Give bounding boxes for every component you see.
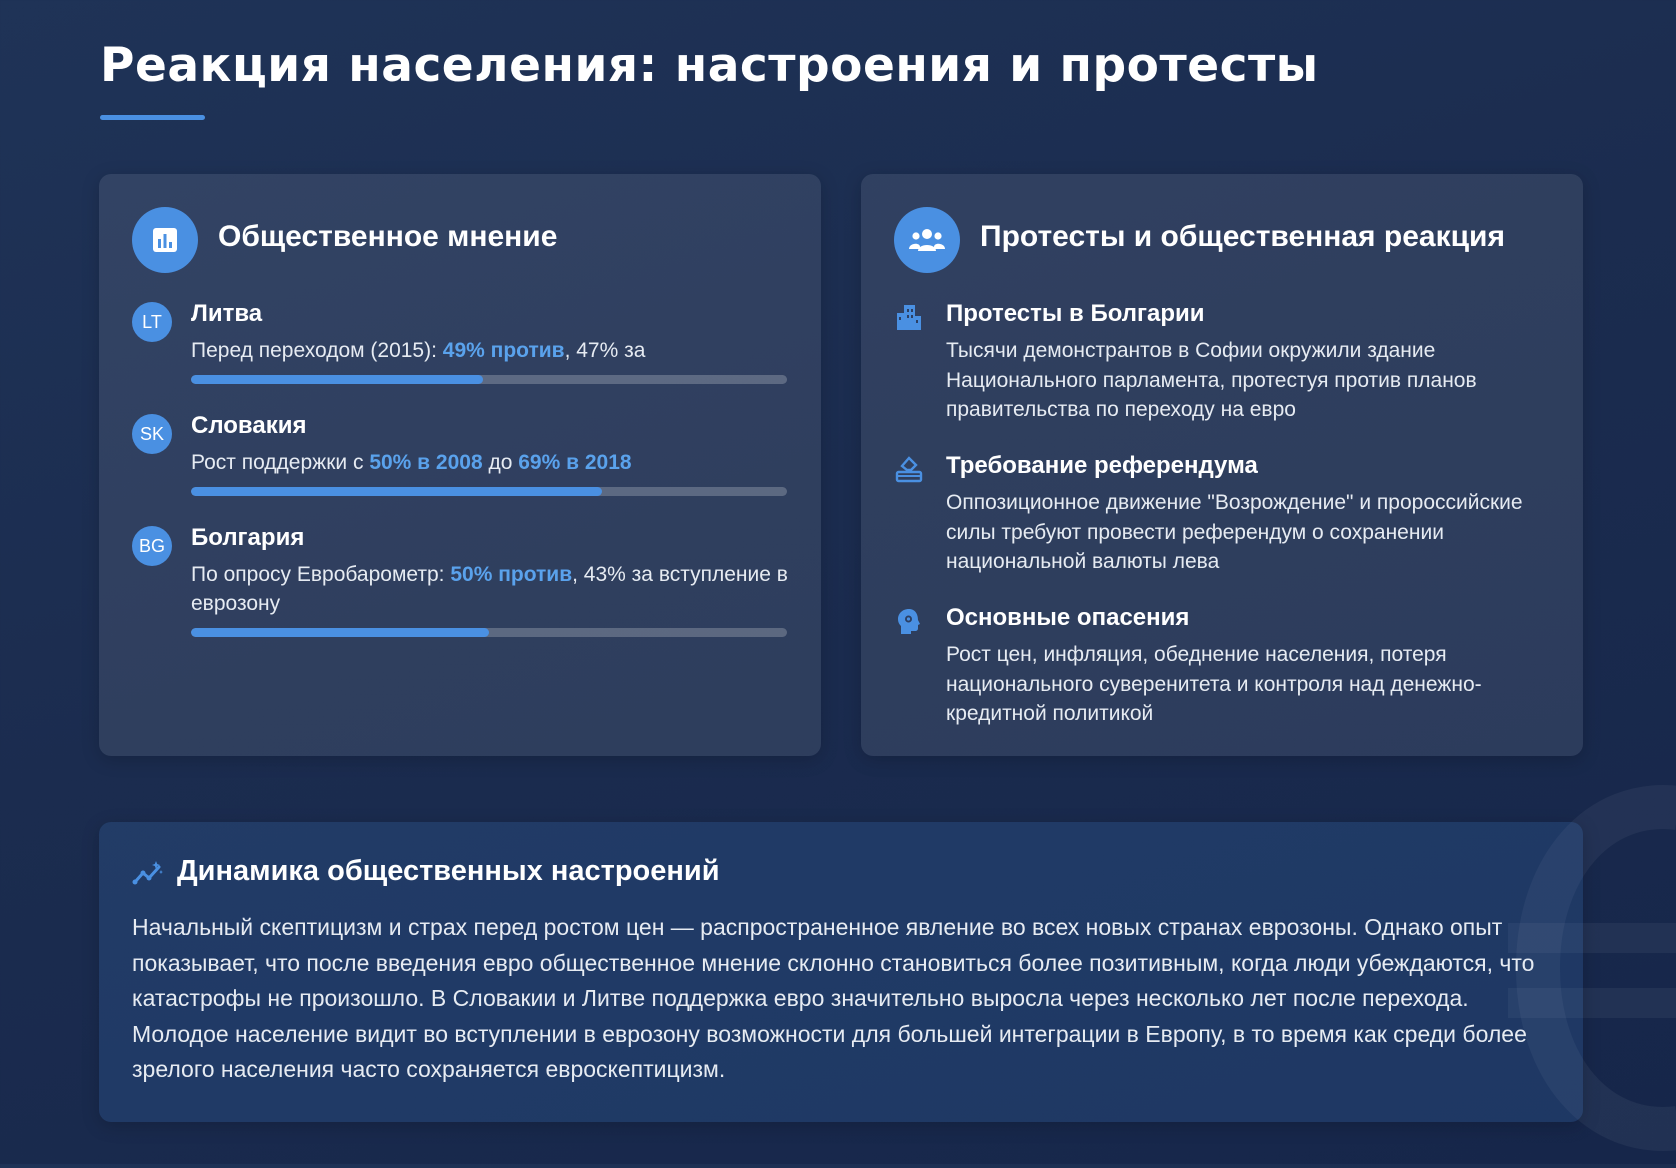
protest-item-text: Оппозиционное движение "Возрождение" и пророссийские силы требуют провести референдум о сохранении национальной валюты лева <box>946 491 1523 573</box>
title-underline <box>100 115 205 120</box>
trend-chart-icon <box>132 858 164 890</box>
dynamics-title: Динамика общественных настроений <box>177 855 720 887</box>
highlight-against: 50% против <box>450 563 573 586</box>
country-lithuania <box>132 302 772 392</box>
country-text-bg <box>191 560 791 618</box>
text-mid: , 43% за вступление в еврозону <box>191 563 788 615</box>
country-text-sk <box>191 448 791 477</box>
protests-title: Протесты и общественная реакция <box>980 220 1505 253</box>
protest-item-concerns <box>894 606 1554 726</box>
highlight-against: 49% против <box>442 339 565 362</box>
protest-item-bulgaria <box>894 302 1554 422</box>
protest-item-text: Рост цен, инфляция, обеднение населения, потеря национального суверенитета и контроля над денежно-кредитной политикой <box>946 643 1482 725</box>
vote-ballot-icon <box>894 454 924 484</box>
bar-chart-icon <box>132 207 198 273</box>
people-group-icon <box>894 207 960 273</box>
text-mid: до <box>482 451 519 474</box>
country-slovakia <box>132 414 772 504</box>
support-bar-fill-sk <box>191 487 602 496</box>
support-bar-lt <box>191 375 787 384</box>
country-name-bg: Болгария <box>191 524 305 551</box>
text-before: Перед переходом (2015): <box>191 339 443 362</box>
protest-item-referendum <box>894 454 1554 574</box>
country-badge-bg: BG <box>132 526 172 566</box>
text-before: По опросу Евробарометр: <box>191 563 451 586</box>
support-bar-fill-lt <box>191 375 483 384</box>
country-text-lt <box>191 336 791 365</box>
protest-item-title: Протесты в Болгарии <box>946 300 1205 327</box>
page-title: Реакция населения: настроения и протесты <box>100 38 1319 93</box>
country-bulgaria <box>132 524 788 646</box>
protest-item-title: Требование референдума <box>946 452 1258 479</box>
protests-card <box>861 174 1583 756</box>
country-badge-lt: LT <box>132 302 172 342</box>
dynamics-card <box>99 822 1583 1122</box>
highlight-2018: 69% в 2018 <box>518 451 632 474</box>
support-bar-fill-bg <box>191 628 489 637</box>
head-gear-icon <box>894 606 924 636</box>
text-mid: , 47% за <box>564 339 646 362</box>
country-name-sk: Словакия <box>191 412 307 439</box>
public-opinion-card <box>99 174 821 756</box>
protest-item-text: Тысячи демонстрантов в Софии окружили здание Национального парламента, протестуя против планов правительства по переходу на евро <box>946 339 1477 421</box>
public-opinion-title: Общественное мнение <box>218 220 558 253</box>
country-badge-sk: SK <box>132 414 172 454</box>
protest-item-title: Основные опасения <box>946 604 1190 631</box>
support-bar-bg <box>191 628 787 637</box>
dynamics-text: Начальный скептицизм и страх перед ростом цен — распространенное явление во всех новых странах еврозоны. Однако опыт показывает, что после введения евро общественное мнение склонно становиться более позитивным, когда люди убеждаются, что катастрофы не произошло. В Словакии и Литве поддержка евро значительно выросла через несколько лет после перехода. Молодое население видит во вступлении в еврозону возможности для большей интеграции в Европу, в то время как среди более зрелого населения часто сохраняется евроскептицизм. <box>132 914 1535 1082</box>
country-name-lt: Литва <box>191 300 263 327</box>
text-before: Рост поддержки с <box>191 451 370 474</box>
support-bar-sk <box>191 487 787 496</box>
highlight-2008: 50% в 2008 <box>369 451 483 474</box>
city-building-icon <box>894 302 924 332</box>
